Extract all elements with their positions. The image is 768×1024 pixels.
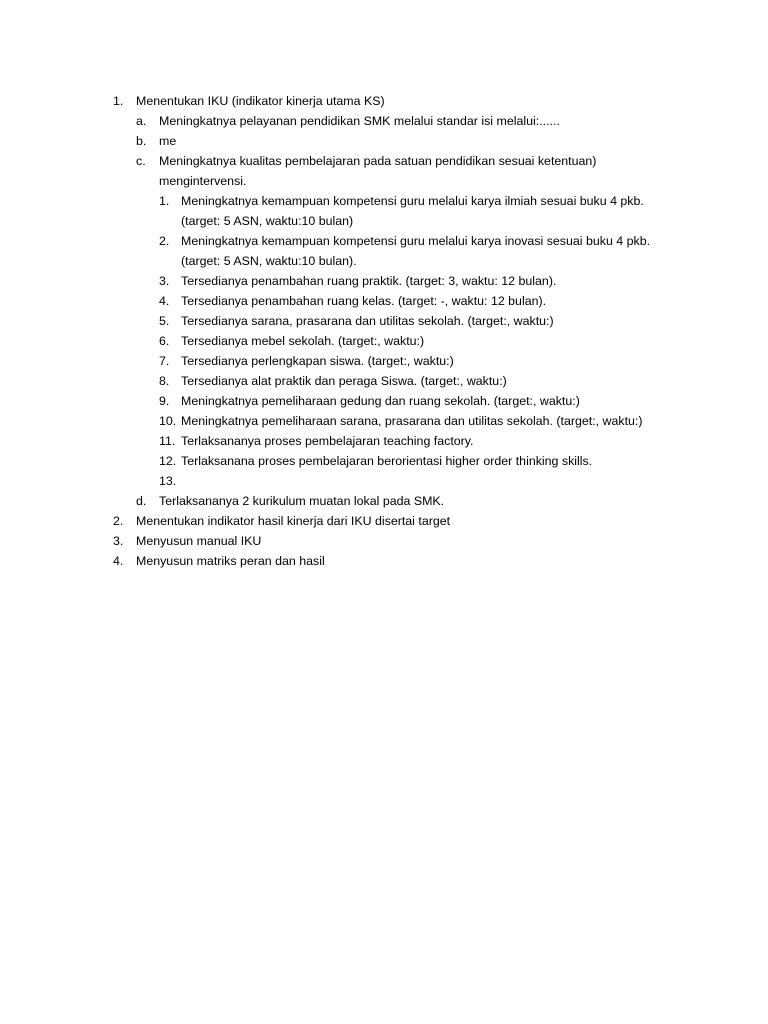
list-number: 4. [113,554,124,568]
list-number: 8. [159,374,170,388]
list-text: me [159,134,177,148]
list-number: 10. [159,414,177,428]
list-item [0,431,768,451]
list-number: 12. [159,454,177,468]
list-item [0,231,768,251]
list-number: 13. [159,474,177,488]
list-text: Menentukan indikator hasil kinerja dari IKU disertai target [136,514,451,528]
list-item [0,371,768,391]
list-item [0,451,768,471]
list-text: (target: 5 ASN, waktu:10 bulan) [181,214,354,228]
list-text: Tersedianya alat praktik dan peraga Siswa. (target:, waktu:) [181,374,507,388]
list-item [0,331,768,351]
list-number: 2. [159,234,170,248]
list-text: Tersedianya penambahan ruang kelas. (target: -, waktu: 12 bulan). [181,294,547,308]
list-text: Menyusun matriks peran dan hasil [136,554,325,568]
list-text: Menentukan IKU (indikator kinerja utama KS) [136,94,385,108]
list-number: 3. [159,274,170,288]
list-number: 2. [113,514,124,528]
numbered-list [0,91,768,571]
list-number: 7. [159,354,170,368]
list-number: d. [136,494,147,508]
list-text: Tersedianya penambahan ruang praktik. (target: 3, waktu: 12 bulan). [181,274,557,288]
list-number: 4. [159,294,170,308]
list-item [0,471,768,491]
list-item [0,391,768,411]
list-number: a. [136,114,147,128]
list-item [0,511,768,531]
list-number: 3. [113,534,124,548]
list-number: b. [136,134,147,148]
list-number: 1. [113,94,124,108]
list-text: Menyusun manual IKU [136,534,262,548]
list-number: 6. [159,334,170,348]
list-text: Meningkatnya pemeliharaan sarana, prasarana dan utilitas sekolah. (target:, waktu:) [181,414,643,428]
list-text: Tersedianya sarana, prasarana dan utilitas sekolah. (target:, waktu:) [181,314,554,328]
list-text: Meningkatnya kemampuan kompetensi guru melalui karya ilmiah sesuai buku 4 pkb. [181,194,644,208]
list-number: 1. [159,194,170,208]
list-text: Tersedianya perlengkapan siswa. (target:, waktu:) [181,354,454,368]
list-item [0,311,768,331]
list-text: mengintervensi. [159,174,247,188]
list-item-continuation [0,171,768,191]
list-item [0,191,768,211]
list-item [0,531,768,551]
list-number: c. [136,154,146,168]
list-item [0,351,768,371]
list-item [0,411,768,431]
list-item [0,111,768,131]
list-item-continuation [0,211,768,231]
list-text: Terlaksanana proses pembelajaran berorientasi higher order thinking skills. [181,454,593,468]
list-item [0,131,768,151]
list-item [0,491,768,511]
list-text: (target: 5 ASN, waktu:10 bulan). [181,254,357,268]
list-item [0,151,768,171]
list-text: Meningkatnya pemeliharaan gedung dan ruang sekolah. (target:, waktu:) [181,394,580,408]
list-item [0,291,768,311]
list-text: Terlaksananya 2 kurikulum muatan lokal pada SMK. [159,494,445,508]
list-item [0,271,768,291]
list-text: Meningkatnya pelayanan pendidikan SMK melalui standar isi melalui:...... [159,114,560,128]
list-item [0,551,768,571]
list-number: 11. [159,434,176,448]
list-text: Terlaksananya proses pembelajaran teaching factory. [181,434,474,448]
list-text: Meningkatnya kemampuan kompetensi guru melalui karya inovasi sesuai buku 4 pkb. [181,234,651,248]
list-item [0,91,768,111]
list-number: 5. [159,314,170,328]
list-text: Tersedianya mebel sekolah. (target:, waktu:) [181,334,425,348]
list-item-continuation [0,251,768,271]
list-number: 9. [159,394,170,408]
list-text: Meningkatnya kualitas pembelajaran pada satuan pendidikan sesuai ketentuan) [159,154,597,168]
